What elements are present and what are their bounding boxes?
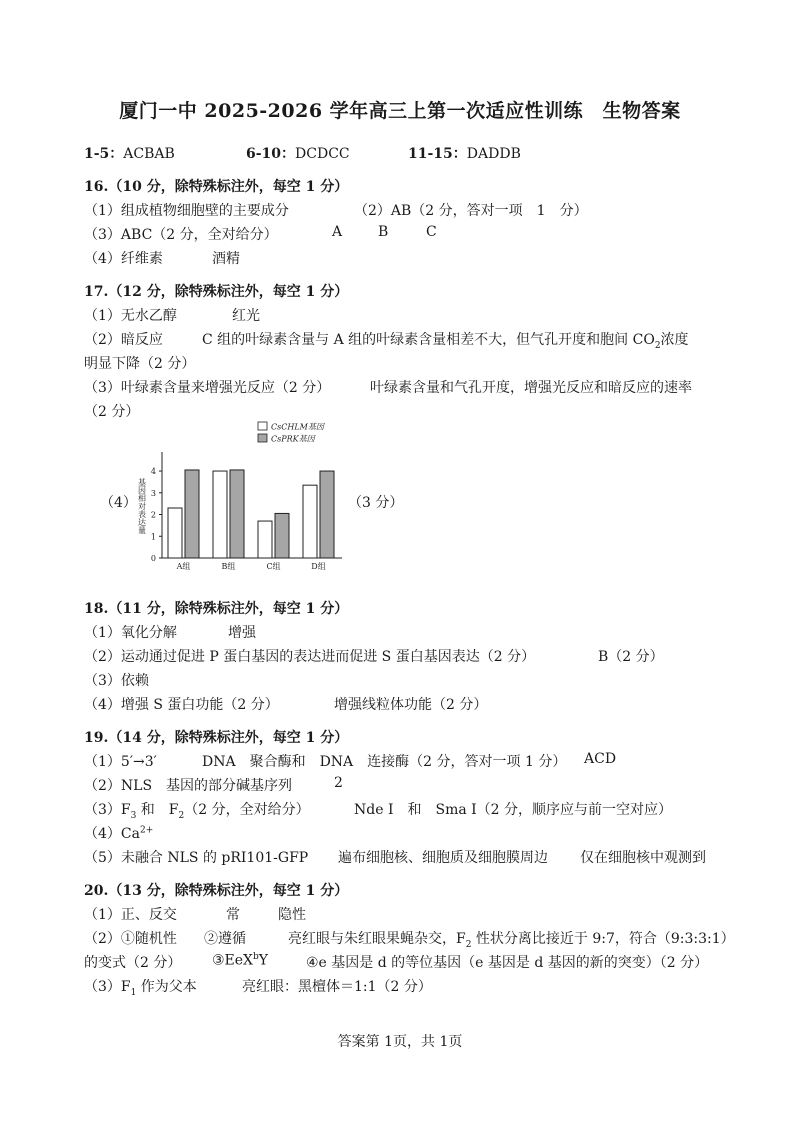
answer-text: 亮红眼与朱红眼果蝇杂交，F xyxy=(288,931,466,947)
answer-text xyxy=(202,329,689,351)
answer-text: Y xyxy=(258,952,269,969)
q16-heading: 16.（10 分，除特殊标注外，每空 1 分） xyxy=(84,179,349,195)
answer-text: B xyxy=(378,224,389,240)
answer-text: C xyxy=(426,224,437,240)
superscript: b xyxy=(253,952,259,962)
answer-text: （4）Ca xyxy=(84,826,140,842)
answer-text: （2 分） xyxy=(84,404,140,420)
chart-legend xyxy=(258,422,326,444)
answer-text: （1）氧化分解 xyxy=(84,625,177,641)
answer-text: （3 分） xyxy=(348,495,404,511)
bar-cschlm-4 xyxy=(303,485,317,558)
x-tick-label: C组 xyxy=(266,562,281,571)
answer-text: DNA 聚合酶和 DNA 连接酶（2 分，答对一项 1 分） xyxy=(202,754,567,770)
bar-cschlm-1 xyxy=(168,508,182,558)
y-axis-label: 基因相对表达量 xyxy=(137,478,147,534)
bar-csprk-2 xyxy=(230,470,244,558)
bar-cschlm-2 xyxy=(213,471,227,558)
answer-text: （1）无水乙醇 xyxy=(84,308,177,324)
y-tick-label: 4 xyxy=(150,467,156,477)
chart-bars xyxy=(168,470,334,558)
mc-answer: ACBAB xyxy=(123,146,175,162)
x-tick-label: A组 xyxy=(176,562,191,571)
answer-text: （3）F xyxy=(84,802,131,818)
answer-text: ②遵循 xyxy=(204,931,246,947)
y-tick-label: 2 xyxy=(150,510,156,520)
y-tick-label: 0 xyxy=(150,554,156,563)
x-tick-label: B组 xyxy=(221,562,236,571)
answer-text xyxy=(84,823,153,843)
answer-text: 仅在细胞核中观测到 xyxy=(580,850,706,866)
answer-text: 遍布细胞核、细胞质及细胞膜周边 xyxy=(338,850,548,866)
subscript: 1 xyxy=(130,987,137,998)
answer-text xyxy=(212,952,268,969)
answer-text: （3）依赖 xyxy=(84,673,149,689)
bar-cschlm-3 xyxy=(258,521,272,558)
answer-text: ACD xyxy=(584,751,617,767)
answer-text: 2 xyxy=(334,775,343,791)
mc-group-2 xyxy=(246,143,350,163)
answer-text: 酒精 xyxy=(212,251,240,267)
answer-text: 和 F xyxy=(136,802,179,818)
answer-text: A xyxy=(332,224,343,240)
y-tick-label: 3 xyxy=(150,488,156,498)
answer-text: 隐性 xyxy=(278,907,306,923)
answer-text: C 组的叶绿素含量与 A 组的叶绿素含量相差不大，但气孔开度和胞间 CO xyxy=(202,332,655,348)
answer-text: 性状分离比接近于 9:7，符合（9:3:3:1） xyxy=(471,931,735,947)
answer-text: 明显下降（2 分） xyxy=(84,356,196,372)
answer-text: 增强 xyxy=(228,625,256,641)
answer-text: （3）F xyxy=(84,979,131,995)
answer-text: （2）AB（2 分，答对一项 1 分） xyxy=(354,203,588,219)
answer-text: 红光 xyxy=(232,308,260,324)
answer-text: （1）5′→3′ xyxy=(84,754,157,770)
answer-text: Nde I 和 Sma I（2 分，顺序应与前一空对应） xyxy=(354,802,673,818)
mc-group-1 xyxy=(84,143,175,163)
subscript: 2 xyxy=(654,340,661,351)
answer-text: （1）正、反交 xyxy=(84,907,177,923)
answer-text: （4） xyxy=(100,495,137,511)
legend-swatch xyxy=(258,434,267,442)
page-footer: 答案第 1页，共 1页 xyxy=(337,1034,463,1050)
answer-text: （3）叶绿素含量来增强光反应（2 分） xyxy=(84,380,331,396)
answer-text: （1）组成植物细胞壁的主要成分 xyxy=(84,203,289,219)
bar-csprk-1 xyxy=(185,470,199,558)
page-title: 厦门一中 2025-2026 学年高三上第一次适应性训练 生物答案 xyxy=(119,100,681,122)
answer-text: （2）NLS 基因的部分碱基序列 xyxy=(84,778,293,794)
answer-text: 叶绿素含量和气孔开度，增强光反应和暗反应的速率 xyxy=(370,380,692,396)
legend-swatch xyxy=(258,422,267,430)
subscript: 2 xyxy=(178,810,185,821)
mc-answer: DCDCC xyxy=(295,146,350,162)
answer-text: （2）①随机性 xyxy=(84,931,177,947)
answer-text: 的变式（2 分） xyxy=(84,955,182,971)
legend-label: CsPRK基因 xyxy=(271,434,315,444)
answer-text: 增强线粒体功能（2 分） xyxy=(334,697,488,713)
answer-text: ③EeX xyxy=(212,952,254,969)
subscript: 3 xyxy=(130,810,137,821)
answer-text: 作为父本 xyxy=(136,979,197,995)
mc-group-3 xyxy=(408,143,521,163)
mc-range: 11-15： xyxy=(408,146,467,162)
answer-text: （2）暗反应 xyxy=(84,332,163,348)
q19-heading: 19.（14 分，除特殊标注外，每空 1 分） xyxy=(84,730,349,746)
answer-text: B（2 分） xyxy=(598,649,664,665)
mc-answer: DADDB xyxy=(466,146,521,162)
answer-text: 常 xyxy=(226,907,240,923)
answer-text: 亮红眼：黑檀体＝1:1（2 分） xyxy=(242,979,432,995)
answer-text: ④e 基因是 d 的等位基因（e 基因是 d 基因的新的突变）（2 分） xyxy=(306,955,709,971)
mc-range: 6-10： xyxy=(246,146,296,162)
bar-csprk-3 xyxy=(275,513,289,558)
mc-range: 1-5： xyxy=(84,146,124,162)
y-tick-label: 1 xyxy=(150,532,156,542)
x-tick-label: D组 xyxy=(311,562,326,571)
superscript: 2+ xyxy=(139,825,154,836)
answer-text: 浓度 xyxy=(660,332,689,348)
answer-text xyxy=(84,976,197,998)
answer-text: （2）运动通过促进 P 蛋白基因的表达进而促进 S 蛋白基因表达（2 分） xyxy=(84,649,536,665)
answer-text: （2 分，全对给分） xyxy=(184,802,310,818)
q20-heading: 20.（13 分，除特殊标注外，每空 1 分） xyxy=(84,883,349,899)
answer-text: （4）增强 S 蛋白功能（2 分） xyxy=(84,697,279,713)
answer-text xyxy=(84,799,310,821)
bar-csprk-4 xyxy=(320,471,334,558)
answer-text: （4）纤维素 xyxy=(84,251,163,267)
legend-label: CsCHLM基因 xyxy=(271,422,324,432)
q17-heading: 17.（12 分，除特殊标注外，每空 1 分） xyxy=(84,284,349,300)
answer-text: （5）未融合 NLS 的 pRI101-GFP xyxy=(84,850,309,866)
answer-text xyxy=(288,928,735,950)
q18-heading: 18.（11 分，除特殊标注外，每空 1 分） xyxy=(84,601,349,617)
subscript: 2 xyxy=(465,939,472,950)
gene-expression-chart xyxy=(130,418,350,578)
answer-text: （3）ABC（2 分，全对给分） xyxy=(84,227,278,243)
